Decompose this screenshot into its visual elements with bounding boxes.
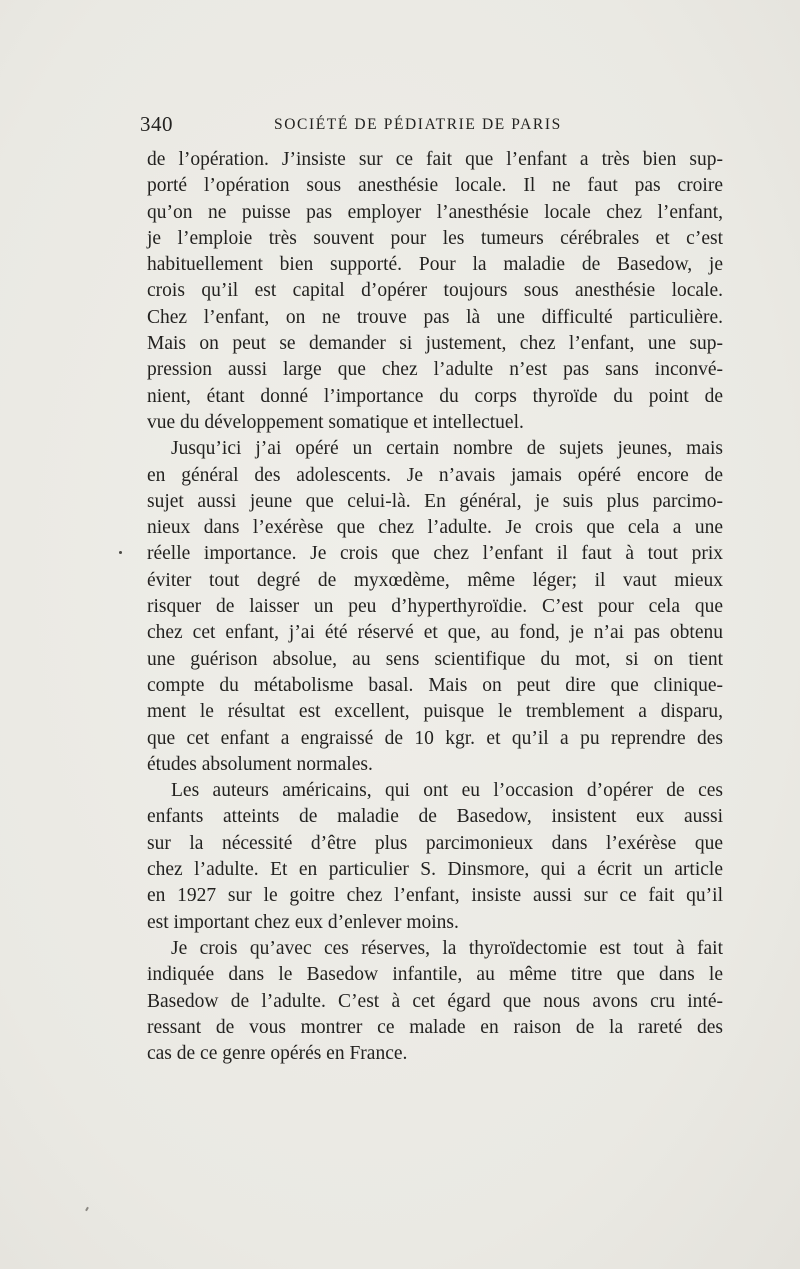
text-line: risquer de laisser un peu d’hyperthyroïdie. C’est pour cela que bbox=[147, 596, 723, 618]
text-line: Je crois qu’avec ces réserves, la thyroïdectomie est tout à fait bbox=[171, 937, 723, 959]
text-line: Basedow de l’adulte. C’est à cet égard que nous avons cru inté- bbox=[147, 990, 723, 1012]
text-line: Les auteurs américains, qui ont eu l’occasion d’opérer de ces bbox=[171, 780, 723, 802]
text-line: Mais on peut se demander si justement, chez l’enfant, une sup- bbox=[147, 333, 723, 355]
text-line: est important chez eux d’enlever moins. bbox=[147, 911, 459, 933]
paragraph-3 bbox=[147, 778, 723, 936]
paper-speck bbox=[85, 1207, 89, 1211]
text-line: ment le résultat est excellent, puisque le tremblement a disparu, bbox=[147, 701, 723, 723]
text-line: chez l’adulte. Et en particulier S. Dinsmore, qui a écrit un article bbox=[147, 859, 723, 881]
paragraph-2 bbox=[147, 436, 723, 778]
text-line: nient, étant donné l’importance du corps thyroïde du point de bbox=[147, 385, 723, 407]
running-head: SOCIÉTÉ DE PÉDIATRIE DE PARIS bbox=[274, 116, 562, 133]
body-text bbox=[147, 147, 723, 1067]
text-line: de l’opération. J’insiste sur ce fait que l’enfant a très bien sup- bbox=[147, 149, 723, 170]
text-line: en 1927 sur le goitre chez l’enfant, insiste aussi sur ce fait qu’il bbox=[147, 885, 723, 907]
text-line: études absolument normales. bbox=[147, 753, 373, 775]
page-number: 340 bbox=[140, 112, 173, 136]
text-line: indiquée dans le Basedow infantile, au même titre que dans le bbox=[147, 964, 723, 986]
text-line: en général des adolescents. Je n’avais jamais opéré encore de bbox=[147, 464, 723, 486]
text-line: Chez l’enfant, on ne trouve pas là une difficulté particulière. bbox=[147, 306, 723, 328]
text-line: nieux dans l’exérèse que chez l’adulte. Je crois que cela a une bbox=[147, 517, 723, 539]
text-line: qu’on ne puisse pas employer l’anesthésie locale chez l’enfant, bbox=[147, 201, 723, 223]
text-line: pression aussi large que chez l’adulte n’est pas sans inconvé- bbox=[147, 359, 723, 381]
text-line: je l’emploie très souvent pour les tumeurs cérébrales et c’est bbox=[147, 227, 723, 249]
text-line: compte du métabolisme basal. Mais on peut dire que clinique- bbox=[147, 674, 723, 696]
text-line: porté l’opération sous anesthésie locale. Il ne faut pas croire bbox=[147, 175, 723, 197]
text-line: habituellement bien supporté. Pour la maladie de Basedow, je bbox=[147, 254, 723, 276]
text-line: éviter tout degré de myxœdème, même léger; il vaut mieux bbox=[147, 569, 723, 591]
text-line: vue du développement somatique et intellectuel. bbox=[147, 411, 524, 433]
text-line: sujet aussi jeune que celui-là. En général, je suis plus parcimo- bbox=[147, 490, 723, 512]
page-header bbox=[140, 112, 584, 142]
text-line: sur la nécessité d’être plus parcimonieux dans l’exérèse que bbox=[147, 832, 723, 854]
text-line: Jusqu’ici j’ai opéré un certain nombre de sujets jeunes, mais bbox=[171, 438, 723, 460]
margin-mark bbox=[119, 551, 122, 554]
text-line: réelle importance. Je crois que chez l’enfant il faut à tout prix bbox=[147, 543, 723, 565]
text-line: une guérison absolue, au sens scientifique du mot, si on tient bbox=[147, 648, 723, 670]
text-line: que cet enfant a engraissé de 10 kgr. et qu’il a pu reprendre des bbox=[147, 727, 723, 749]
paragraph-4 bbox=[147, 936, 723, 1067]
text-line: enfants atteints de maladie de Basedow, insistent eux aussi bbox=[147, 806, 723, 828]
paragraph-1 bbox=[147, 147, 723, 436]
text-line: crois qu’il est capital d’opérer toujours sous anesthésie locale. bbox=[147, 280, 723, 302]
text-line: ressant de vous montrer ce malade en raison de la rareté des bbox=[147, 1016, 723, 1038]
text-line: cas de ce genre opérés en France. bbox=[147, 1043, 408, 1065]
text-line: chez cet enfant, j’ai été réservé et que, au fond, je n’ai pas obtenu bbox=[147, 622, 723, 644]
